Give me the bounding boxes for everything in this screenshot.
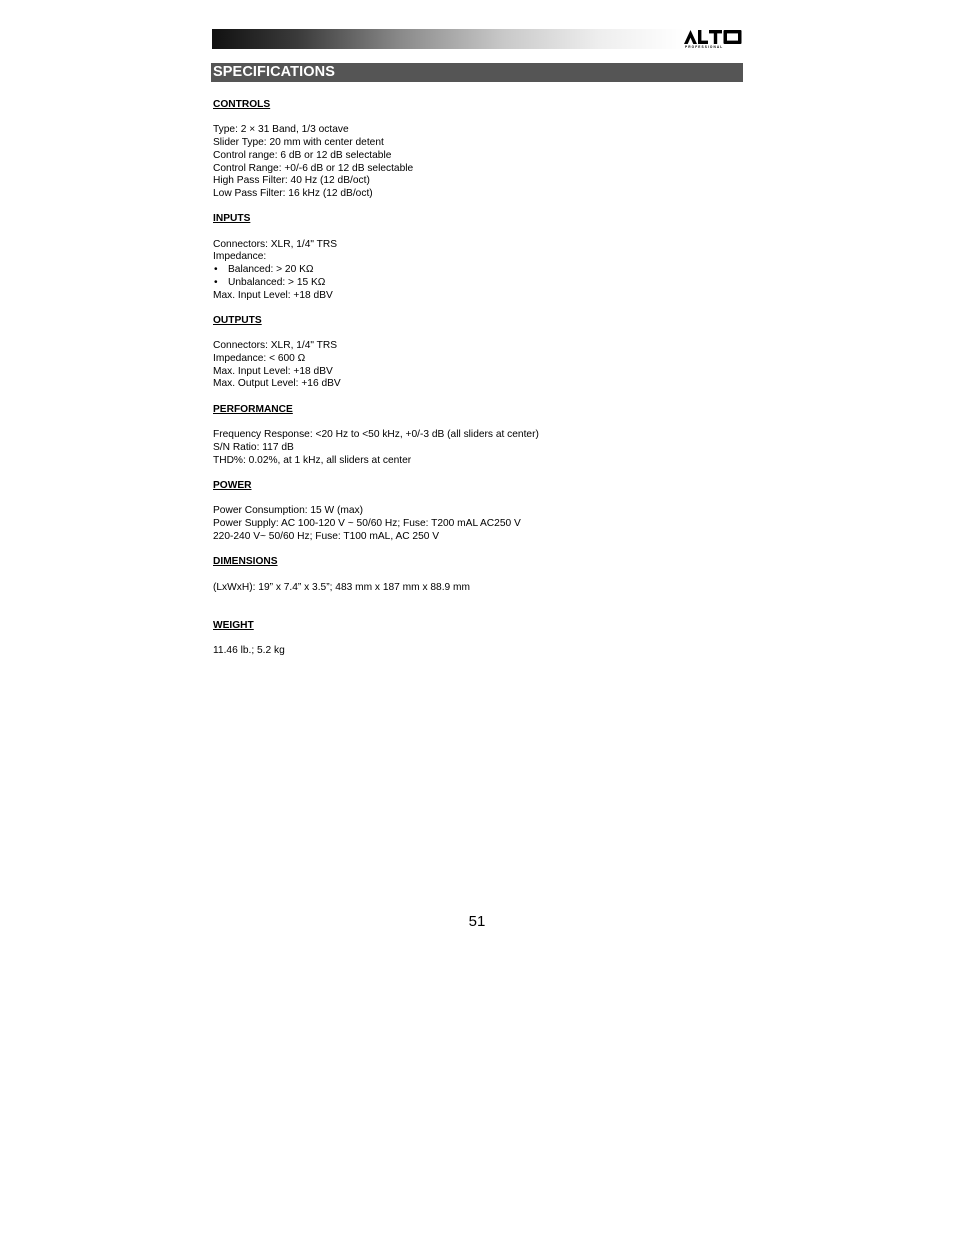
alto-logo <box>684 29 742 51</box>
header-gradient-bar <box>212 29 684 49</box>
section-performance <box>213 404 733 468</box>
alto-logo-mark <box>684 29 742 45</box>
section-heading-power: POWER <box>213 479 252 491</box>
spec-line: Max. Input Level: +18 dBV <box>213 365 333 377</box>
section-heading-outputs: OUTPUTS <box>213 314 262 326</box>
spec-line: Connectors: XLR, 1/4" TRS <box>213 340 338 352</box>
page-number: 51 <box>468 913 486 930</box>
alto-logo-subtext: PROFESSIONAL <box>685 45 724 49</box>
spec-line: Type: 2 × 31 Band, 1/3 octave <box>213 124 349 136</box>
performance-lines <box>213 429 733 467</box>
spec-line: Impedance: <box>213 251 267 263</box>
section-weight <box>213 620 733 658</box>
power-lines <box>213 505 733 543</box>
bullet-item <box>213 277 733 290</box>
bullet-text: Unbalanced: > 15 KΩ <box>228 276 326 288</box>
spec-line: Power Consumption: 15 W (max) <box>213 505 364 517</box>
spec-line: Frequency Response: <20 Hz to <50 kHz, +0/-3 dB (all sliders at center) <box>213 429 539 441</box>
section-heading-weight: WEIGHT <box>213 619 254 631</box>
section-controls <box>213 99 733 201</box>
spec-line: Connectors: XLR, 1/4" TRS <box>213 238 338 250</box>
bullet-text: Balanced: > 20 KΩ <box>228 264 314 276</box>
section-heading-performance: PERFORMANCE <box>213 403 293 415</box>
spec-line: THD%: 0.02%, at 1 kHz, all sliders at center <box>213 454 412 466</box>
spec-line: Low Pass Filter: 16 kHz (12 dB/oct) <box>213 187 373 199</box>
title-bar <box>211 63 743 82</box>
section-heading-controls: CONTROLS <box>213 99 271 110</box>
controls-lines <box>213 124 733 200</box>
section-inputs <box>213 213 733 302</box>
spec-line: (LxWxH): 19” x 7.4” x 3.5”; 483 mm x 187 mm x 88.9 mm <box>213 581 471 593</box>
spec-line: Max. Output Level: +16 dBV <box>213 378 341 390</box>
spec-line: 220-240 V~ 50/60 Hz; Fuse: T100 mAL, AC 250 V <box>213 530 440 542</box>
spec-line: Control range: 6 dB or 12 dB selectable <box>213 149 392 161</box>
dimensions-lines <box>213 582 733 595</box>
bullet-dot-icon: • <box>214 276 218 288</box>
spec-line: Control Range: +0/-6 dB or 12 dB selectable <box>213 162 414 174</box>
section-heading-inputs: INPUTS <box>213 213 251 225</box>
section-outputs <box>213 315 733 391</box>
spec-line: Impedance: < 600 Ω <box>213 352 306 364</box>
section-power <box>213 480 733 544</box>
outputs-lines <box>213 340 733 391</box>
spec-line: 11.46 lb.; 5.2 kg <box>213 645 285 657</box>
spec-line: Power Supply: AC 100-120 V ~ 50/60 Hz; Fuse: T200 mAL AC250 V <box>213 518 521 530</box>
spec-line: S/N Ratio: 117 dB <box>213 441 294 453</box>
section-heading-dimensions: DIMENSIONS <box>213 556 278 568</box>
section-dimensions <box>213 556 733 594</box>
spec-line: Slider Type: 20 mm with center detent <box>213 137 384 149</box>
page-title: SPECIFICATIONS <box>213 64 335 80</box>
spec-line: Max. Input Level: +18 dBV <box>213 289 333 301</box>
bullet-dot-icon: • <box>214 264 218 276</box>
bullet-item <box>213 264 733 277</box>
inputs-lines <box>213 239 733 303</box>
spec-line: High Pass Filter: 40 Hz (12 dB/oct) <box>213 175 370 187</box>
specifications-content <box>213 99 733 658</box>
weight-lines <box>213 645 733 658</box>
